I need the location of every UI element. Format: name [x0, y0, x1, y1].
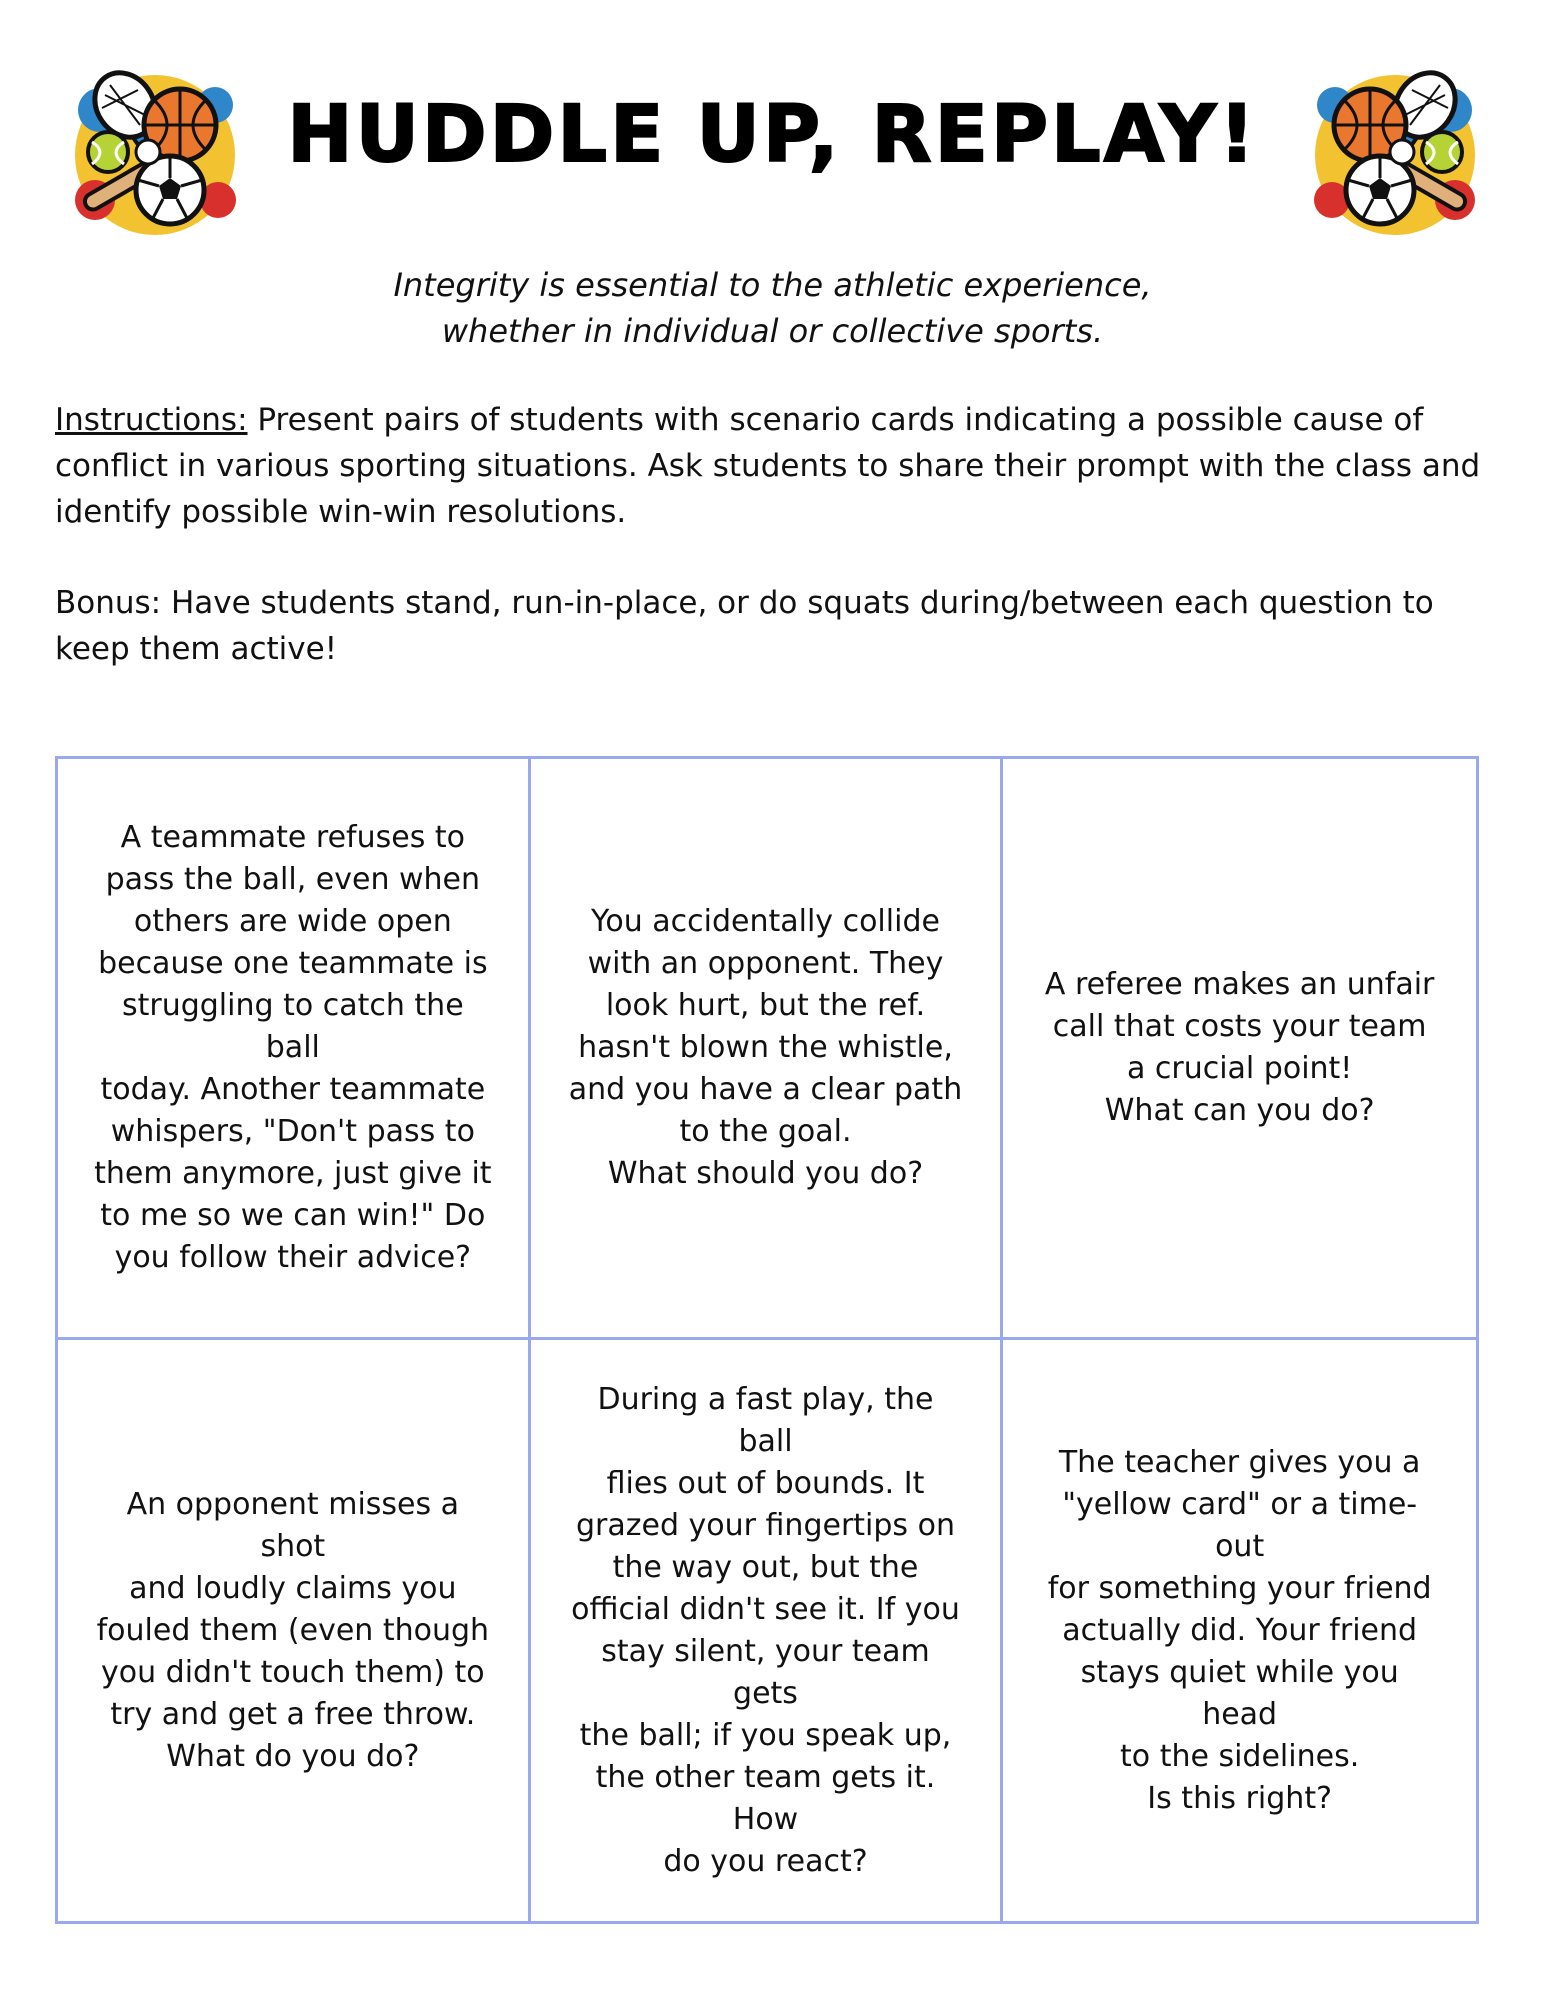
scenario-card-text: A referee makes an unfair call that costs your team a crucial point! What can you do? — [1044, 967, 1435, 1128]
sports-balls-emblem-icon — [1310, 70, 1480, 240]
subtitle — [200, 262, 1345, 354]
scenario-card — [1003, 759, 1476, 1340]
scenario-card — [531, 759, 1004, 1340]
scenario-card-text: A teammate refuses to pass the ball, even when others are wide open because one teammate is struggling to catch the ball today. Another teammate whispers, "Don't pass to them anymore, just give it to me so we can win!" Do you follow their advice? — [94, 820, 492, 1275]
scenario-card-text: An opponent misses a shot and loudly claims you fouled them (even though you didn't touch them) to try and get a free throw. What do you do? — [96, 1486, 490, 1774]
page-title: HUDDLE UP, REPLAY! — [287, 90, 1258, 180]
scenario-card-text: You accidentally collide with an opponent. They look hurt, but the ref. hasn't blown the whistle, and you have a clear path to the goal. What should you do? — [568, 904, 963, 1191]
scenario-card-text: The teacher gives you a "yellow card" or a time-out for something your friend actually did. Your friend stays quiet while you head to the sidelines. Is this right? — [1047, 1444, 1432, 1816]
bonus-paragraph: Bonus: Have students stand, run-in-place, or do squats during/between each question to keep them active! — [55, 585, 1434, 667]
scenario-card — [1003, 1340, 1476, 1921]
instructions-text: Present pairs of students with scenario cards indicating a possible cause of conflict in various sporting situations. Ask students to share their prompt with the class and identify possible win-win resolutions. — [55, 402, 1481, 530]
scenario-card-text: During a fast play, the ball flies out of bounds. It grazed your fingertips on the way out, but the official didn't see it. If you stay silent, your team gets the ball; if you speak up, the other team gets it. How do you react? — [571, 1381, 960, 1879]
scenario-card — [531, 1340, 1004, 1921]
header — [0, 0, 1545, 260]
subtitle-line: Integrity is essential to the athletic experience, — [393, 266, 1152, 304]
instructions-label: Instructions: — [55, 402, 248, 438]
sports-balls-emblem-icon — [70, 70, 240, 240]
scenario-card-grid — [55, 756, 1479, 1924]
instructions-paragraph — [55, 397, 1505, 535]
scenario-card — [58, 1340, 531, 1921]
subtitle-line: whether in individual or collective sports. — [441, 312, 1104, 350]
scenario-card — [58, 759, 531, 1340]
